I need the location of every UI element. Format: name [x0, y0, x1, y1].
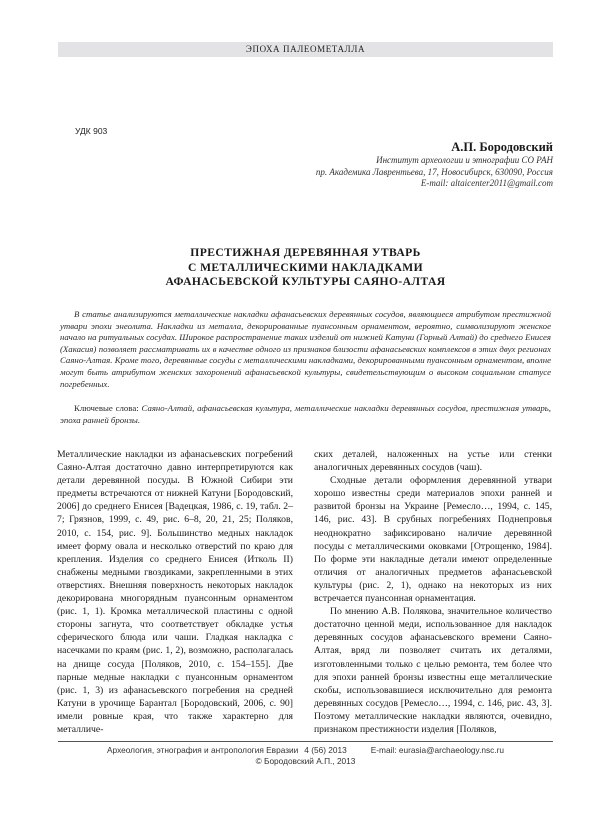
- keywords-label: Ключевые слова:: [74, 403, 142, 413]
- author-name: А.П. Бородовский: [451, 140, 553, 154]
- title-line-1: ПРЕСТИЖНАЯ ДЕРЕВЯННАЯ УТВАРЬ: [190, 246, 421, 259]
- section-header-bar: [58, 42, 553, 57]
- author-institution: Институт археологии и этнографии СО РАН: [376, 155, 553, 165]
- paragraph: Металлические накладки из афанасьевских погребений Саяно-Алтая достаточно давно интерпретируются как детали деревянной посуды. В Южной Сибири эти предметы встречаются от нижней Катуни [Бородовский, 2006] до среднего Енисея [Вадецкая, 1986, с. 19, табл. 2–7; Грязнов, 1999, с. 49, рис. 6–8, 20, 21, 25; Поляков, 2010, с. 154, рис. 9]. Большинство медных накладок имеет форму овала и несколько отверстий по краю для крепления. Изделия со среднего Енисея (Итколь II) снабжены медными гвоздиками, закрепленными в этих отверстиях. Внешняя поверхность некоторых накладок декорирована многорядным пуансонным орнаментом (рис. 1, 1). Кромка металлической пластины с одной стороны загнута, что соответствует обкладке устья сферического блюда или чаши. Гладкая накладка с насечками по краям (рис. 1, 2), возможно, располагалась на днище сосуда [Поляков, 2010, с. 154–155]. Две парные медные накладки с пуансонным орнаментом (рис. 1, 3) из афанасьевского погребения на средней Катуни в урочище Барантал [Бородовский, 2006, с. 90] имели ровные края, что также характерно для металличе-: [57, 449, 293, 735]
- keywords-text: Саяно-Алтай, афанасьевская культура, металлические накладки деревянных сосудов, престижная утварь, эпоха ранней бронзы.: [60, 403, 551, 425]
- paragraph: ских деталей, наложенных на устье или стенки аналогичных деревянных сосудов (чаш).: [314, 449, 552, 474]
- udk-code: УДК 903: [75, 126, 108, 136]
- journal-name: Археология, этнография и антропология Евразии: [107, 745, 299, 755]
- author-address: пр. Академика Лаврентьева, 17, Новосибирск, 630090, Россия: [315, 166, 553, 177]
- author-email[interactable]: E-mail: altaicenter2011@gmail.com: [420, 178, 553, 188]
- body-column-right: [314, 448, 552, 736]
- abstract: В статье анализируются металлические накладки афанасьевских деревянных сосудов, являющиеся атрибутом престижной утвари эпохи энеолита. Накладки из металла, декорированные пуансонным орнаментом, вероятно, символизируют женское начало на ритуальных сосудах. Широкое распространение таких изделий от нижней Катуни (Горный Алтай) до среднего Енисея (Хакасия) позволяет рассматривать их в качестве одного из признаков близости афанасьевских комплексов в этих двух регионах Саяно-Алтая. Кроме того, деревянные сосуды с металлическими накладками, декорированными пуансонным орнаментом, вполне могут быть атрибутом женских захоронений афанасьевской культуры, свидетельствующим о высоком социальном статусе погребенных.: [60, 309, 551, 389]
- journal-issue: 4 (56) 2013: [304, 745, 347, 755]
- title-line-3: АФАНАСЬЕВСКОЙ КУЛЬТУРЫ САЯНО-АЛТАЯ: [165, 275, 446, 288]
- section-title: ЭПОХА ПАЛЕОМЕТАЛЛА: [245, 44, 366, 54]
- paragraph: По мнению А.В. Полякова, значительное количество достаточно ценной меди, использованное для накладок деревянных сосудов афанасьевского времени Саяно-Алтая, вряд ли позволяет считать их деталями, изготовленными только с целью ремонта, тем более что для эпохи ранней бронзы известны еще металлические скобы, использовавшиеся исключительно для ремонта деревянных сосудов [Ремесло…, 1994, с. 146, рис. 43, 3]. Поэтому металлические накладки являются, очевидно, признаком престижности изделия [Поляков,: [314, 606, 552, 735]
- title-line-2: С МЕТАЛЛИЧЕСКИМИ НАКЛАДКАМИ: [188, 260, 423, 274]
- page-footer: [58, 745, 553, 766]
- author-block: [316, 140, 553, 190]
- journal-email[interactable]: E-mail: eurasia@archaeology.nsc.ru: [370, 745, 504, 755]
- copyright: © Бородовский А.П., 2013: [255, 755, 356, 766]
- body-column-left: [57, 448, 293, 736]
- footer-divider: [58, 741, 553, 742]
- paragraph: Сходные детали оформления деревянной утвари хорошо известны среди материалов эпохи ранней и развитой бронзы на Украине [Ремесло…, 1994, с. 145, 146, рис. 43]. В срубных погребениях Поднепровья неоднократно зафиксировано наличие деревянной посуды с металлическими оковками [Отрощенко, 1984]. По форме эти накладные детали имеют определенные отличия от аналогичных предметов афанасьевской культуры (рис. 2, 1), однако на некоторых из них встречается пуансонная орнаментация.: [314, 475, 552, 605]
- keywords: [60, 403, 551, 426]
- article-title: [58, 246, 553, 290]
